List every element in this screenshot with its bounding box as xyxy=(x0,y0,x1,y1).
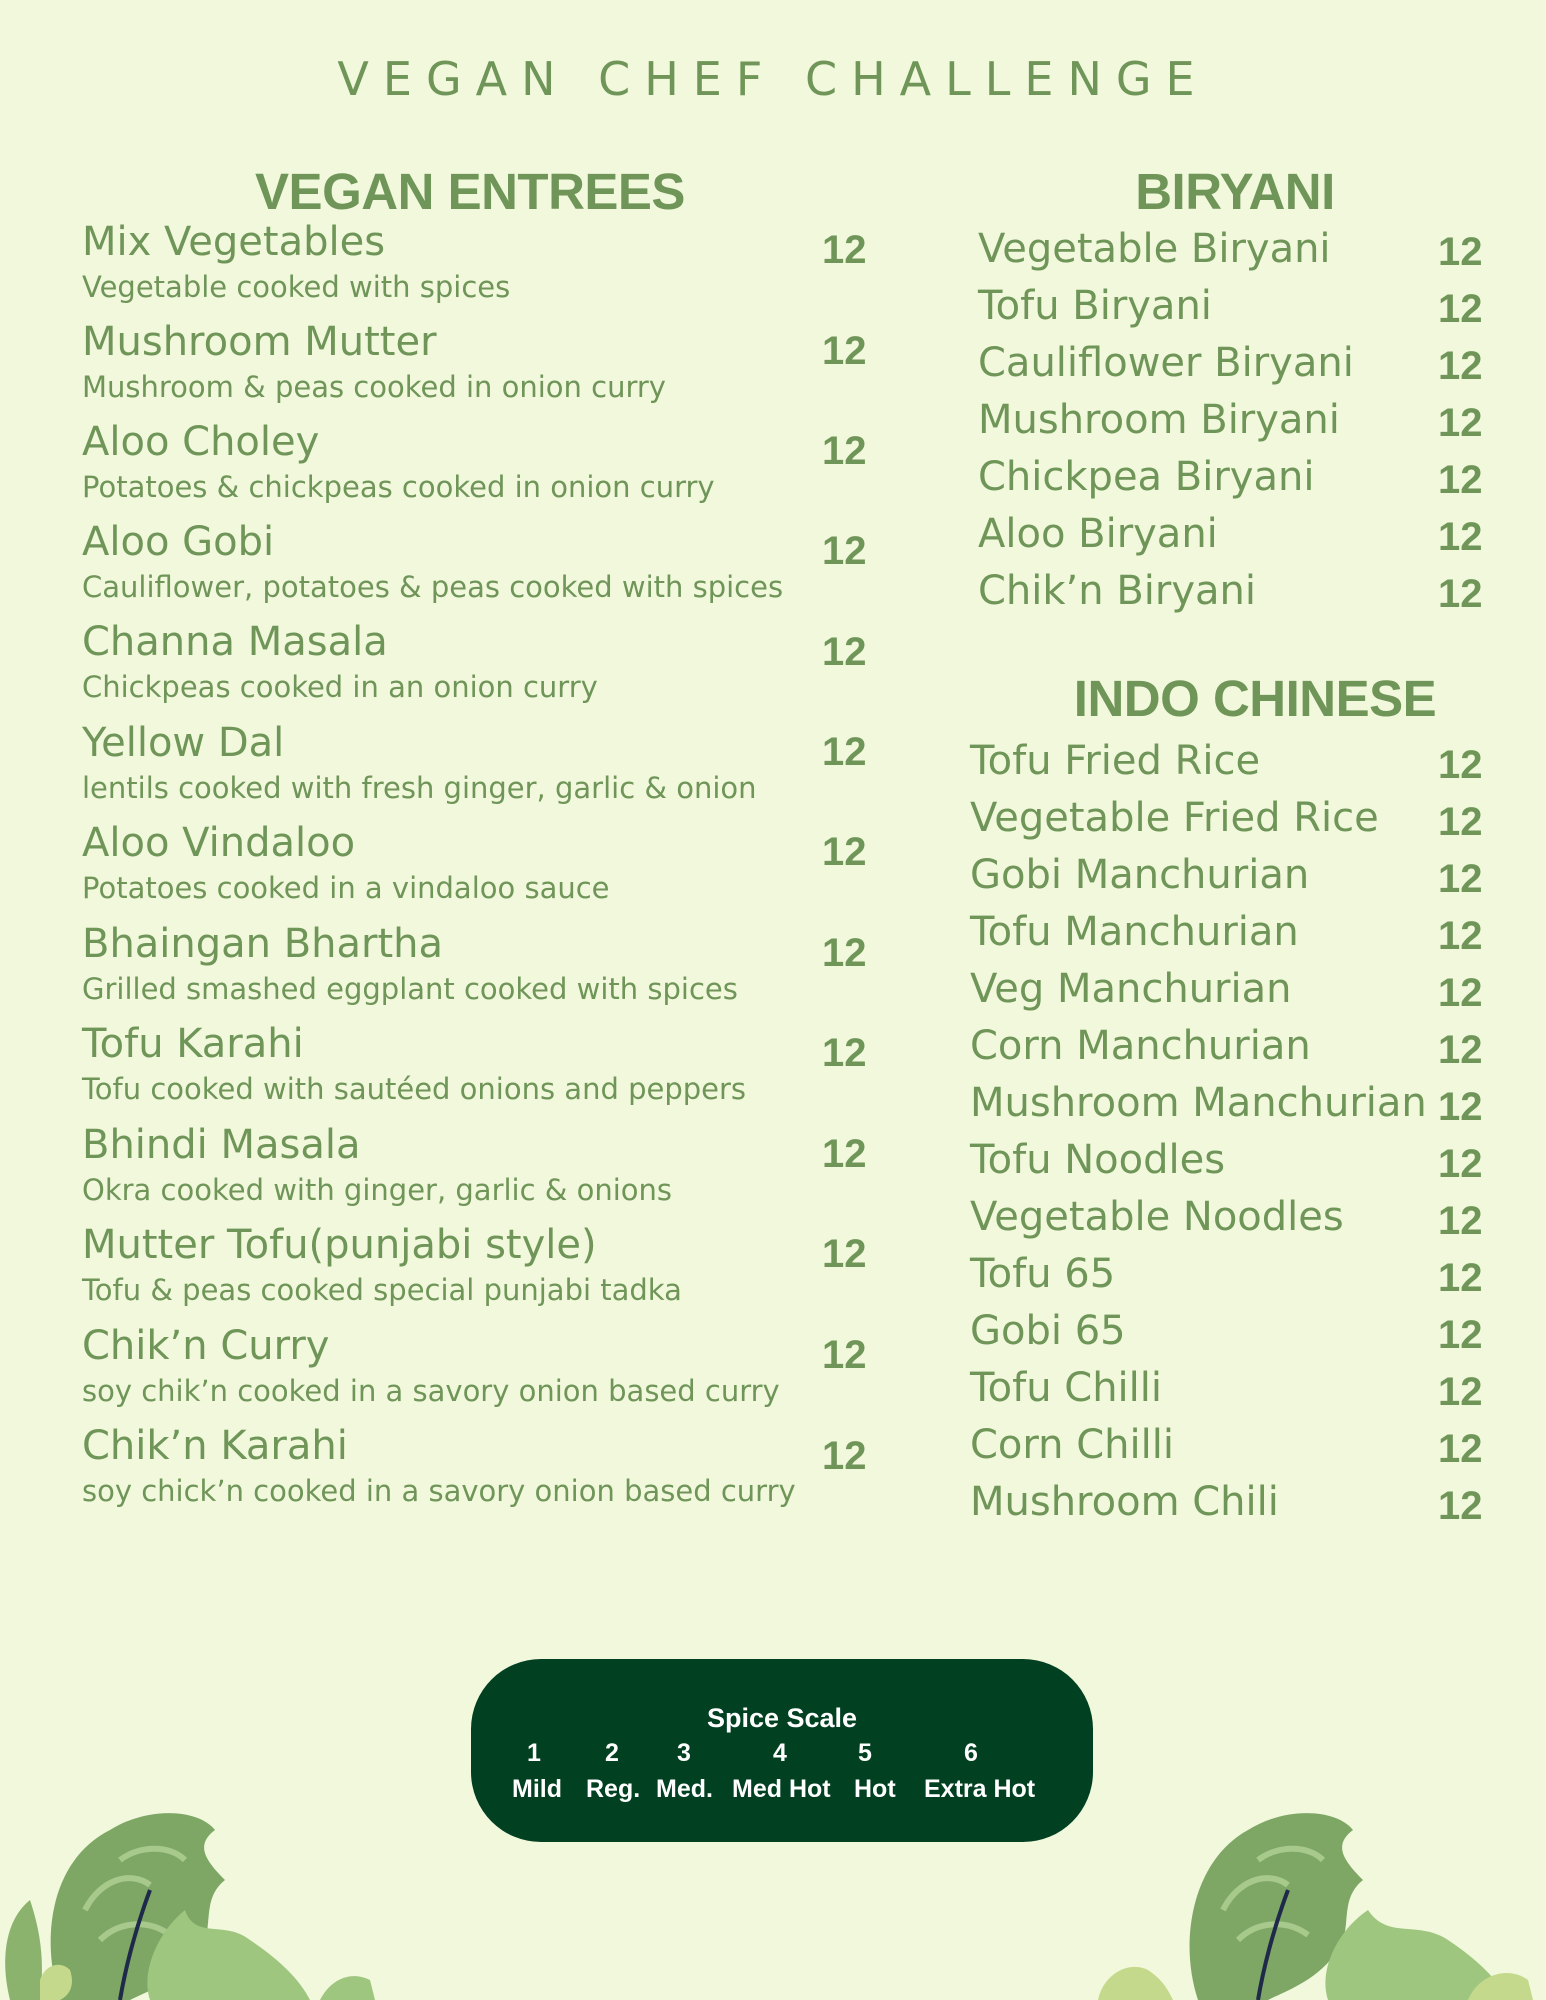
item-description: soy chik’n cooked in a savory onion based curry xyxy=(82,1374,780,1408)
biryani-item-name: Chik’n Biryani xyxy=(978,568,1256,614)
spice-level-label: Hot xyxy=(854,1775,896,1803)
menu-item xyxy=(82,418,882,504)
biryani-heading: BIRYANI xyxy=(1135,163,1335,220)
indo-chinese-item-name: Corn Chilli xyxy=(970,1422,1174,1468)
spice-level-number: 1 xyxy=(527,1739,541,1767)
menu-item xyxy=(82,719,882,805)
item-description: Grilled smashed eggplant cooked with spices xyxy=(82,972,738,1006)
indo-chinese-item-name: Gobi 65 xyxy=(970,1308,1126,1354)
item-description: Potatoes cooked in a vindaloo sauce xyxy=(82,871,610,905)
spice-level-number: 4 xyxy=(773,1739,787,1767)
item-price: 12 xyxy=(1438,1313,1483,1357)
item-price: 12 xyxy=(1438,1256,1483,1300)
item-price: 12 xyxy=(822,228,867,272)
item-name: Bhindi Masala xyxy=(82,1122,361,1168)
item-price: 12 xyxy=(822,730,867,774)
menu-item xyxy=(82,518,882,604)
item-name: Chik’n Karahi xyxy=(82,1423,348,1469)
spice-level-label: Med Hot xyxy=(732,1775,831,1803)
menu-item xyxy=(82,1221,882,1307)
item-price: 12 xyxy=(1438,914,1483,958)
item-description: Potatoes & chickpeas cooked in onion curry xyxy=(82,470,715,504)
item-description: Chickpeas cooked in an onion curry xyxy=(82,670,598,704)
item-price: 12 xyxy=(822,1232,867,1276)
item-price: 12 xyxy=(1438,401,1483,445)
menu-item xyxy=(82,1121,882,1207)
biryani-item-name: Aloo Biryani xyxy=(978,511,1218,557)
menu-item xyxy=(82,1422,882,1508)
spice-level-label: Extra Hot xyxy=(924,1775,1036,1803)
biryani-item-name: Chickpea Biryani xyxy=(978,454,1315,500)
indo-chinese-item-name: Tofu Fried Rice xyxy=(970,738,1261,784)
biryani-item-name: Cauliflower Biryani xyxy=(978,340,1354,386)
item-price: 12 xyxy=(1438,971,1483,1015)
spice-level-label: Mild xyxy=(512,1775,562,1803)
menu-item xyxy=(82,318,882,404)
indo-chinese-item-name: Mushroom Chili xyxy=(970,1479,1279,1525)
item-price: 12 xyxy=(1438,800,1483,844)
item-price: 12 xyxy=(1438,287,1483,331)
item-price: 12 xyxy=(1438,1199,1483,1243)
item-description: Okra cooked with ginger, garlic & onions xyxy=(82,1173,673,1207)
item-name: Mix Vegetables xyxy=(82,219,386,265)
spice-level-number: 5 xyxy=(858,1739,872,1767)
leaf-plant-icon xyxy=(1088,1790,1546,2000)
spice-level-number: 2 xyxy=(605,1739,619,1767)
item-name: Tofu Karahi xyxy=(82,1021,304,1067)
item-price: 12 xyxy=(822,429,867,473)
leaf-plant-icon xyxy=(0,1790,400,2000)
menu-item xyxy=(82,819,882,905)
item-price: 12 xyxy=(1438,1427,1483,1471)
item-name: Mutter Tofu(punjabi style) xyxy=(82,1222,597,1268)
menu-item xyxy=(82,1322,882,1408)
item-name: Yellow Dal xyxy=(82,720,285,766)
item-price: 12 xyxy=(822,931,867,975)
item-price: 12 xyxy=(822,630,867,674)
page-title: VEGAN CHEF CHALLENGE xyxy=(337,52,1209,106)
item-price: 12 xyxy=(1438,857,1483,901)
indo-chinese-item-name: Veg Manchurian xyxy=(970,966,1292,1012)
biryani-item-name: Tofu Biryani xyxy=(978,283,1212,329)
item-name: Chik’n Curry xyxy=(82,1323,330,1369)
spice-scale-panel xyxy=(471,1659,1093,1842)
item-price: 12 xyxy=(1438,572,1483,616)
item-price: 12 xyxy=(1438,344,1483,388)
indo-chinese-item-name: Corn Manchurian xyxy=(970,1023,1311,1069)
item-price: 12 xyxy=(822,830,867,874)
indo-chinese-item-name: Tofu Noodles xyxy=(970,1137,1226,1183)
item-price: 12 xyxy=(1438,515,1483,559)
biryani-item-name: Mushroom Biryani xyxy=(978,397,1340,443)
item-price: 12 xyxy=(1438,1142,1483,1186)
item-price: 12 xyxy=(822,1333,867,1377)
indo-chinese-item-name: Tofu Manchurian xyxy=(970,909,1299,955)
item-price: 12 xyxy=(822,329,867,373)
item-name: Aloo Choley xyxy=(82,419,320,465)
item-description: soy chick’n cooked in a savory onion based curry xyxy=(82,1474,796,1508)
entrees-heading: VEGAN ENTREES xyxy=(255,163,685,220)
item-description: Tofu & peas cooked special punjabi tadka xyxy=(82,1273,682,1307)
item-price: 12 xyxy=(822,1132,867,1176)
indo-chinese-item-name: Vegetable Fried Rice xyxy=(970,795,1379,841)
item-price: 12 xyxy=(1438,230,1483,274)
spice-level-number: 6 xyxy=(964,1739,978,1767)
item-name: Mushroom Mutter xyxy=(82,319,437,365)
item-price: 12 xyxy=(1438,1484,1483,1528)
item-price: 12 xyxy=(1438,1085,1483,1129)
item-name: Aloo Gobi xyxy=(82,519,275,565)
item-description: Vegetable cooked with spices xyxy=(82,270,511,304)
spice-scale-title: Spice Scale xyxy=(706,1703,858,1733)
indo-chinese-item-name: Mushroom Manchurian xyxy=(970,1080,1427,1126)
spice-level-label: Med. xyxy=(656,1775,713,1803)
biryani-item-name: Vegetable Biryani xyxy=(978,226,1331,272)
item-price: 12 xyxy=(1438,743,1483,787)
spice-level-label: Reg. xyxy=(586,1775,641,1803)
item-name: Aloo Vindaloo xyxy=(82,820,356,866)
menu-item xyxy=(82,618,882,704)
item-name: Channa Masala xyxy=(82,619,388,665)
item-description: lentils cooked with fresh ginger, garlic & onion xyxy=(82,771,757,805)
item-description: Mushroom & peas cooked in onion curry xyxy=(82,370,666,404)
item-name: Bhaingan Bhartha xyxy=(82,921,444,967)
item-price: 12 xyxy=(1438,1370,1483,1414)
menu-item xyxy=(82,920,882,1006)
item-price: 12 xyxy=(822,1031,867,1075)
item-price: 12 xyxy=(822,529,867,573)
indo-chinese-item-name: Tofu Chilli xyxy=(970,1365,1162,1411)
item-description: Cauliflower, potatoes & peas cooked with spices xyxy=(82,570,784,604)
item-price: 12 xyxy=(1438,1028,1483,1072)
indo-chinese-item-name: Tofu 65 xyxy=(970,1251,1116,1297)
spice-level-number: 3 xyxy=(677,1739,691,1767)
indo-chinese-heading: INDO CHINESE xyxy=(1073,670,1437,727)
menu-item xyxy=(82,1020,882,1106)
item-description: Tofu cooked with sautéed onions and peppers xyxy=(82,1072,747,1106)
item-price: 12 xyxy=(822,1434,867,1478)
indo-chinese-item-name: Gobi Manchurian xyxy=(970,852,1310,898)
indo-chinese-item-name: Vegetable Noodles xyxy=(970,1194,1344,1240)
menu-item xyxy=(82,218,882,304)
item-price: 12 xyxy=(1438,458,1483,502)
